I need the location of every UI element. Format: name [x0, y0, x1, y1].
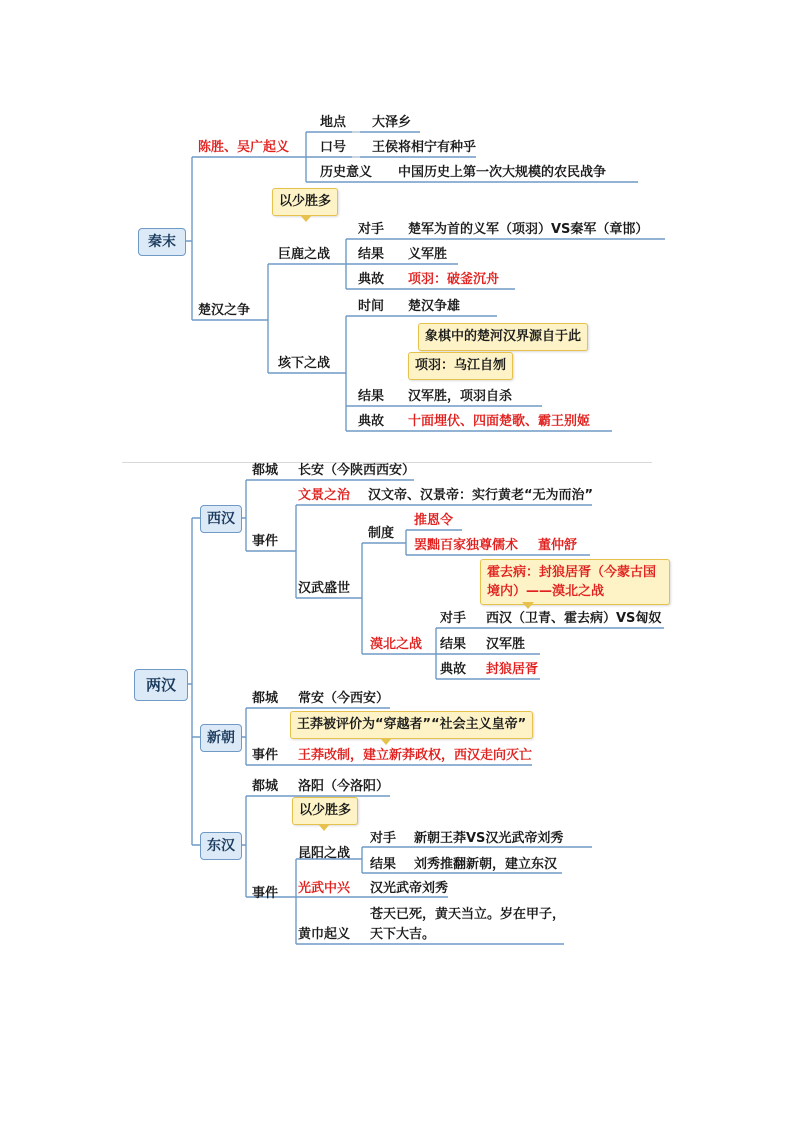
node-julu-result-value: 义军胜 — [408, 247, 448, 262]
node-yellow-turban: 黄巾起义 — [298, 927, 351, 942]
node-yellow-turban-line1: 苍天已死，黄天当立。岁在甲子， — [370, 907, 566, 922]
node-mobei-result-value: 汉军胜 — [486, 637, 526, 652]
callout-wujiang-note: 项羽：乌江自刎 — [408, 352, 513, 380]
node-dong-zhongshu: 董仲舒 — [538, 538, 578, 553]
node-kunyang-battle: 昆阳之战 — [298, 846, 351, 861]
node-gaixia-idiom-value: 十面埋伏、四面楚歌、霸王别姬 — [408, 414, 591, 429]
node-julu-result-label: 结果 — [358, 247, 385, 262]
node-kunyang-result-label: 结果 — [370, 857, 397, 872]
node-gaixia-idiom-label: 典故 — [358, 414, 385, 429]
node-mobei-idiom-value: 封狼居胥 — [486, 662, 539, 677]
node-gaixia-result-value: 汉军胜，项羽自杀 — [408, 389, 513, 404]
node-julu-idiom-label: 典故 — [358, 272, 385, 287]
node-wh-capital-value: 长安（今陕西西安） — [298, 463, 416, 478]
node-yellow-turban-line2: 天下大吉。 — [370, 927, 436, 942]
node-xin-events-value: 王莽改制，建立新莽政权，西汉走向灭亡 — [298, 748, 533, 763]
node-xin-capital-label: 都城 — [252, 691, 279, 706]
node-system: 制度 — [368, 526, 395, 541]
node-chen-wu-uprising: 陈胜、吴广起义 — [198, 140, 290, 155]
node-eastern-han: 东汉 — [200, 832, 242, 860]
callout-chess-note: 象棋中的楚河汉界源自于此 — [418, 323, 588, 351]
node-wh-events: 事件 — [252, 534, 279, 549]
node-place-label: 地点 — [320, 115, 347, 130]
callout-wang-mang: 王莽被评价为“穿越者”“社会主义皇帝” — [290, 711, 533, 739]
node-wudi-prosperity: 汉武盛世 — [298, 581, 351, 596]
root-node-han: 两汉 — [134, 669, 188, 701]
node-western-han: 西汉 — [200, 505, 242, 533]
node-gaixia-result-label: 结果 — [358, 389, 385, 404]
node-mobei-idiom-label: 典故 — [440, 662, 467, 677]
node-kunyang-result-value: 刘秀推翻新朝，建立东汉 — [414, 857, 558, 872]
node-julu-idiom-value: 项羽：破釜沉舟 — [408, 272, 500, 287]
node-xin-capital-value: 常安（今西安） — [298, 691, 390, 706]
root-node-qin: 秦末 — [138, 228, 186, 256]
node-place-value: 大泽乡 — [372, 115, 412, 130]
node-guangwu-value: 汉光武帝刘秀 — [370, 881, 449, 896]
node-eh-capital-label: 都城 — [252, 779, 279, 794]
callout-tail — [318, 824, 330, 831]
callout-tail — [380, 738, 392, 745]
node-julu-battle: 巨鹿之战 — [278, 247, 331, 262]
callout-huo-qubing: 霍去病：封狼居胥（今蒙古国境内）——漠北之战 — [480, 559, 670, 605]
node-wenjing-rule: 文景之治 — [298, 488, 351, 503]
node-mobei-opp-value: 西汉（卫青、霍去病）VS匈奴 — [486, 611, 662, 626]
node-slogan-value: 王侯将相宁有种乎 — [372, 140, 477, 155]
callout-tail — [522, 602, 534, 609]
node-kunyang-opp-label: 对手 — [370, 831, 397, 846]
callout-kunyang-note: 以少胜多 — [292, 797, 358, 825]
node-slogan-label: 口号 — [320, 140, 347, 155]
node-mobei-opp-label: 对手 — [440, 611, 467, 626]
node-wh-capital-label: 都城 — [252, 463, 279, 478]
node-julu-opp-label: 对手 — [358, 222, 385, 237]
node-xin-dynasty: 新朝 — [200, 724, 242, 752]
node-chu-han-contest: 楚汉之争 — [198, 303, 251, 318]
node-gaixia-battle: 垓下之战 — [278, 356, 331, 371]
node-eh-events: 事件 — [252, 886, 279, 901]
node-guangwu-restoration: 光武中兴 — [298, 881, 351, 896]
node-meaning-label: 历史意义 — [320, 165, 373, 180]
node-gaixia-time-label: 时间 — [358, 299, 385, 314]
callout-tail — [300, 215, 312, 222]
node-wenjing-value: 汉文帝、汉景帝：实行黄老“无为而治” — [368, 488, 594, 503]
node-eh-capital-value: 洛阳（今洛阳） — [298, 779, 390, 794]
callout-julu-note: 以少胜多 — [272, 188, 338, 216]
node-xin-events-label: 事件 — [252, 748, 279, 763]
node-gaixia-time-value: 楚汉争雄 — [408, 299, 461, 314]
node-mobei-battle: 漠北之战 — [370, 637, 423, 652]
node-tuien-edict: 推恩令 — [414, 513, 454, 528]
node-kunyang-opp-value: 新朝王莽VS汉光武帝刘秀 — [414, 831, 564, 846]
node-julu-opp-value: 楚军为首的义军（项羽）VS秦军（章邯） — [408, 222, 649, 237]
node-confucianism: 罢黜百家独尊儒术 — [414, 538, 519, 553]
node-mobei-result-label: 结果 — [440, 637, 467, 652]
node-meaning-value: 中国历史上第一次大规模的农民战争 — [398, 165, 607, 180]
